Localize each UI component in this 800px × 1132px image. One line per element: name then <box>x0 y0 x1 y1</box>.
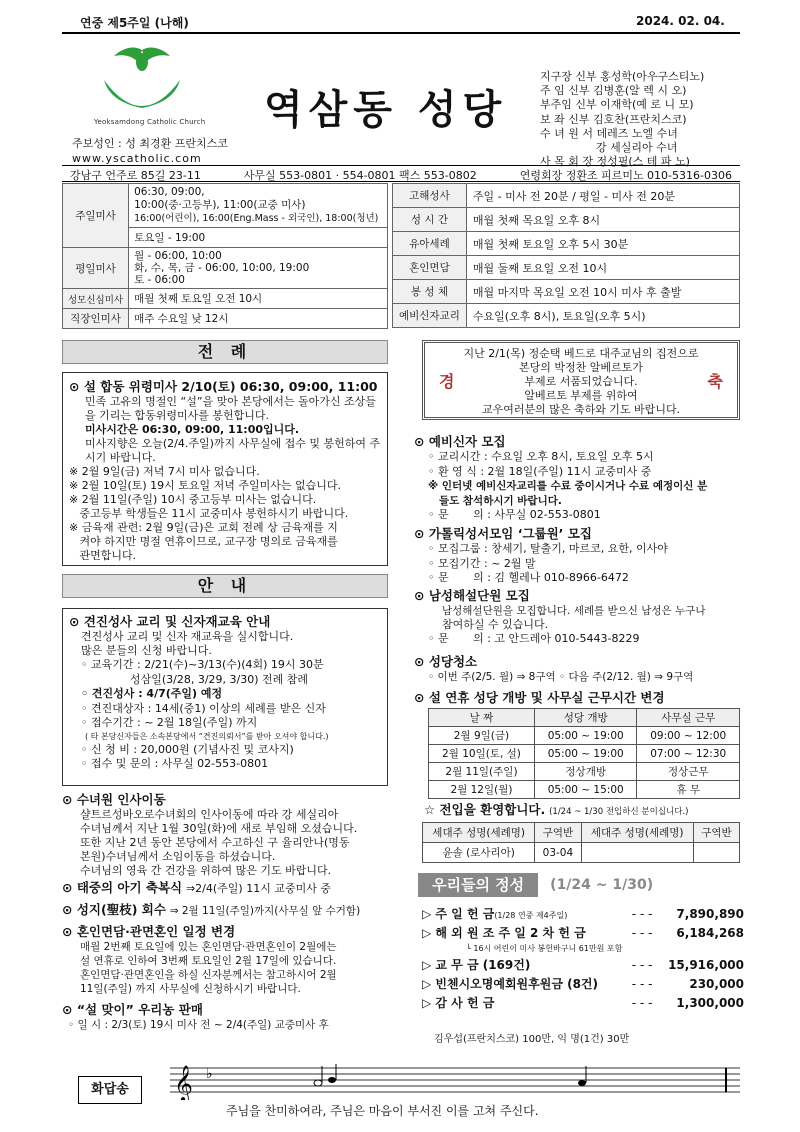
cleaning-heading <box>414 652 744 670</box>
notice-line: 본당의 박정찬 알베르토가 <box>519 361 643 374</box>
date-label: 2024. 02. 04. <box>636 14 725 28</box>
nuns-line: 또한 지난 2년 동안 본당에서 수고하신 구 율리안나(명동 <box>80 836 350 849</box>
catechumen-item: 들도 참석하시기 바랍니다. <box>428 494 562 507</box>
offering-amount: 1,300,000 <box>676 995 744 1010</box>
note: ※ 2월 10일(토) 19시 토요일 저녁 주일미사는 없습니다. <box>69 479 342 492</box>
offering-subnote: └ 16시 어린이 미사 봉헌바구니 61만원 포함 <box>466 944 623 953</box>
catechumen-item: ◦ 문 의 : 사무실 02-553-0801 <box>428 508 601 521</box>
table-row <box>429 781 740 799</box>
circle-dot-icon: ⊙ <box>62 1002 77 1017</box>
schedule-label: 직장인미사 <box>63 309 129 329</box>
circle-dot-icon: ⊙ <box>414 690 429 705</box>
catechumen-item: ◦ 환 영 식 : 2월 18일(주일) 11시 교중미사 중 <box>428 464 652 478</box>
catechumen-item: ※ 인터넷 예비신자교리를 수료 중이시거나 수료 예정이신 분 <box>428 480 708 492</box>
table-row <box>423 843 740 863</box>
table-cell: 05:00 ~ 19:00 <box>534 745 637 763</box>
memorial-time: 미사시간은 06:30, 09:00, 11:00입니다. <box>85 423 300 436</box>
note: 관면합니다. <box>69 549 137 562</box>
schedule-value: 토요일 - 19:00 <box>129 228 388 248</box>
offering-amount: 6,184,268 <box>676 925 744 940</box>
schedule-value <box>129 248 388 289</box>
marriage-section <box>62 922 388 996</box>
edu-item: ◦ 견진대상자 : 14세(중1) 이상의 세례를 받은 신자 <box>81 701 326 715</box>
edu-item: ◦ 견진성사 : 4/7(주일) 예정 <box>81 687 223 700</box>
edu-intro: 견진성사 교리 및 신자 재교육을 실시합니다. <box>81 630 294 643</box>
notice-line: 부제로 서품되었습니다. <box>524 375 638 388</box>
office-phone: 사무실 553-0801 · 554-0801 팩스 553-0802 <box>243 169 477 182</box>
offering-period: (1/24 ~ 1/30) <box>550 877 654 893</box>
schedule-line: 06:30, 09:00, <box>134 186 205 198</box>
sacrament-schedule-table <box>392 183 740 328</box>
sacrament-value: 주일 - 미사 전 20분 / 평일 - 미사 전 20분 <box>466 184 739 208</box>
offering-row <box>422 955 744 974</box>
schedule-label: 주일미사 <box>63 184 129 248</box>
schedule-label: 성모신심미사 <box>63 289 129 309</box>
section-liturgy: 전 례 <box>62 340 388 364</box>
clergy-item: 주 임 신부 김병훈(알 렉 시 오) <box>540 84 687 98</box>
palm-return <box>62 900 388 918</box>
nuns-line: 본원)수녀님께서 소임이동을 하셨습니다. <box>80 850 276 863</box>
table-header: 세대주 성명(세례명) <box>423 823 535 843</box>
offering-label: ▷ 빈첸시오명예회원후원금 (8건) <box>422 977 599 991</box>
responsorial-psalm-label: 화답송 <box>78 1076 142 1104</box>
marriage-line: 혼인면담·관면혼인을 하실 신자분께서는 참고하시어 2월 <box>80 969 337 981</box>
note: ※ 2월 9일(금) 저녁 7시 미사 없습니다. <box>69 465 260 478</box>
table-cell: 정상근무 <box>637 763 740 781</box>
table-row <box>429 727 740 745</box>
nuns-line: 샬트르성바오로수녀회의 인사이동에 따라 강 세실리아 <box>80 808 339 821</box>
welcome-note: (1/24 ~ 1/30 전입하신 분이십니다.) <box>549 807 689 817</box>
offering-amount: 230,000 <box>689 976 744 991</box>
offering-row <box>422 974 744 993</box>
lector-section <box>414 586 744 647</box>
congrats-char-left: 경 <box>439 372 455 391</box>
table-cell: 2월 9일(금) <box>429 727 535 745</box>
rice-sale <box>62 1000 388 1032</box>
edu-intro: 많은 분들의 신청 바랍니다. <box>81 644 212 657</box>
heading-text: 수녀원 인사이동 <box>76 792 166 807</box>
table-cell: 09:00 ~ 12:00 <box>637 727 740 745</box>
offering-header <box>418 872 740 898</box>
svg-text:𝄞: 𝄞 <box>174 1064 193 1100</box>
bible-group-section <box>414 524 744 586</box>
note: ※ 금육재 관련: 2월 9일(금)은 교회 전례 상 금육재를 지 <box>69 521 338 534</box>
offering-label: ▷ 감 사 헌 금 <box>422 996 495 1010</box>
table-header: 구역반 <box>535 823 581 843</box>
offering-label <box>422 904 630 923</box>
table-cell: 05:00 ~ 15:00 <box>534 781 637 799</box>
table-header: 성당 개방 <box>534 709 637 727</box>
marriage-heading <box>62 922 388 940</box>
table-cell: 2월 10일(토, 설) <box>429 745 535 763</box>
schedule-line: 화, 수, 목, 금 - 06:00, 10:00, 19:00 <box>134 262 310 274</box>
table-cell: 2월 12일(월) <box>429 781 535 799</box>
clergy-list <box>540 70 755 169</box>
clergy-item: 보 좌 신부 김호찬(프란치스코) <box>540 112 687 126</box>
cleaning-section <box>414 652 744 685</box>
note: ※ 2월 11일(주일) 10시 중고등부 미사는 없습니다. <box>69 493 317 506</box>
edu-item: ◦ 교육기간 : 2/21(수)~3/13(수)(4회) 19시 30분 <box>81 658 324 671</box>
offering-label: ▷ 해 외 원 조 주 일 2 차 헌 금 <box>422 926 586 940</box>
nuns-heading <box>62 790 388 808</box>
page-title: 역삼동 성당 <box>264 87 508 133</box>
circle-dot-icon: ⊙ <box>414 434 429 449</box>
patron-text: 주보성인 : 성 최경환 프란치스코 <box>72 137 228 150</box>
rice-text: ◦ 일 시 : 2/3(토) 19시 미사 전 ~ 2/4(주일) 교중미사 후 <box>68 1019 329 1031</box>
welcome-table <box>422 822 740 863</box>
welcome-title: ☆ 전입을 환영합니다. <box>424 802 546 817</box>
schedule-label: 평일미사 <box>63 248 129 289</box>
music-staff <box>170 1060 740 1100</box>
holiday-hours-heading <box>414 688 744 706</box>
circle-dot-icon: ⊙ <box>69 614 84 629</box>
lector-line: 남성해설단원을 모집합니다. 세례를 받으신 남성은 누구나 <box>442 605 706 617</box>
holiday-hours-table <box>428 708 740 799</box>
baby-text: ⇒2/4(주일) 11시 교중미사 중 <box>185 882 331 895</box>
edu-item: 성삼일(3/28, 3/29, 3/30) 전례 참례 <box>81 672 309 686</box>
top-divider <box>62 32 740 34</box>
schedule-line: 10:00(중·고등부), 11:00(교중 미사) <box>134 199 306 211</box>
circle-dot-icon: ⊙ <box>62 902 77 917</box>
nuns-line: 수녀님의 영육 간 건강을 위하여 많은 기도 바랍니다. <box>80 864 332 877</box>
catechumen-item: ◦ 교리시간 : 수요일 오후 8시, 토요일 오후 5시 <box>428 450 654 463</box>
edu-note: ( 타 본당신자들은 소속본당에서 “견진의뢰서”를 받아 오셔야 합니다.) <box>85 731 329 741</box>
schedule-value: 매주 수요일 낮 12시 <box>129 309 388 329</box>
offering-dash: - - - <box>631 957 653 972</box>
group-item: ◦ 모집그룹 : 창세기, 탈출기, 마르코, 요한, 이사야 <box>428 542 668 555</box>
notice-line: 지난 2/1(목) 정순택 베드로 대주교님의 집전으로 <box>463 347 699 360</box>
sacrament-label: 유아세례 <box>393 232 467 256</box>
table-cell: 03-04 <box>535 843 581 863</box>
sacrament-label: 성 시 간 <box>393 208 467 232</box>
note: 중고등부 학생들은 11시 교중미사 봉헌하시기 바랍니다. <box>69 507 349 520</box>
edu-item: ◦ 신 청 비 : 20,000원 (기념사진 및 코사지) <box>81 742 294 756</box>
offering-dash: - - - <box>631 995 653 1010</box>
schedule-value <box>129 184 388 228</box>
holiday-hours-section <box>414 688 744 706</box>
rice-heading <box>62 1000 388 1018</box>
lector-line: ◦ 문 의 : 고 안드레아 010-5443-8229 <box>428 632 640 645</box>
sacrament-label: 혼인면담 <box>393 256 467 280</box>
schedule-line: 16:00(어린이), 16:00(Eng.Mass - 외국인), 18:00(청년) <box>134 213 379 224</box>
palm-text: ⇒ 2월 11일(주일)까지(사무실 앞 수거함) <box>169 905 361 917</box>
mass-schedule-table <box>62 183 388 329</box>
circle-dot-icon: ⊙ <box>414 654 429 669</box>
bible-group-heading <box>414 524 744 542</box>
memorial-mass-box <box>62 372 388 566</box>
section-guide: 안 내 <box>62 574 388 598</box>
clergy-item: 강 세실리아 수녀 <box>540 141 678 155</box>
baby-blessing <box>62 878 388 896</box>
heading-text: 견진성사 교리 및 신자재교육 안내 <box>83 614 271 629</box>
lector-heading <box>414 586 744 604</box>
group-item: ◦ 모집기간 : ~ 2월 말 <box>428 556 536 570</box>
table-cell: 휴 무 <box>637 781 740 799</box>
offering-row <box>422 993 744 1012</box>
edu-item: ◦ 접수 및 문의 : 사무실 02-553-0801 <box>81 757 269 770</box>
sacrament-value: 매월 마지막 목요일 오전 10시 미사 후 출발 <box>466 280 739 304</box>
offering-note: (1/28 연중 제4주일) <box>494 911 568 920</box>
address-bar <box>62 165 740 182</box>
logo-caption: Yeoksamdong Catholic Church <box>94 118 206 126</box>
sacrament-value: 매월 첫째 목요일 오후 8시 <box>466 208 739 232</box>
psalm-text: 주님을 찬미하여라, 주님은 마음이 부서진 이를 고쳐 주신다. <box>226 1104 539 1118</box>
schedule-value: 매월 첫째 토요일 오전 10시 <box>129 289 388 309</box>
heading-text: 가톨릭성서모임 ‘그룹원’ 모집 <box>428 526 592 541</box>
offering-label-text: ▷ 주 일 헌 금 <box>422 907 495 921</box>
schedule-line: 토 - 06:00 <box>134 274 185 286</box>
note: 켜야 하지만 명절 연휴이므로, 교구장 명의로 금육재를 <box>69 535 338 548</box>
funeral-contact: 연령회장 정환조 피르미노 010-5316-0306 <box>519 169 732 182</box>
table-header: 날 짜 <box>429 709 535 727</box>
memorial-mass-heading <box>69 377 381 395</box>
offering-label: ▷ 교 무 금 (169건) <box>422 958 531 972</box>
lector-line: 참여하실 수 있습니다. <box>442 618 549 631</box>
group-item: ◦ 문 의 : 김 헬레나 010-8966-6472 <box>428 571 629 584</box>
catechumen-section <box>414 432 744 523</box>
circle-dot-icon: ⊙ <box>414 526 429 541</box>
ordination-notice <box>422 340 740 420</box>
offering-title: 우리들의 정성 <box>418 873 538 897</box>
notice-line: 교우여러분의 많은 축하와 기도 바랍니다. <box>481 403 681 416</box>
sacrament-label: 고해성사 <box>393 184 467 208</box>
offering-row <box>422 923 744 942</box>
cleaning-text: ◦ 이번 주(2/5. 월) ⇒ 8구역 ◦ 다음 주(2/12. 월) ⇒ 9구역 <box>428 671 694 683</box>
schedule-line: 월 - 06:00, 10:00 <box>134 250 222 262</box>
table-cell: 정상개방 <box>534 763 637 781</box>
memorial-text: 민족 고유의 명절인 “설”을 맞아 본당에서는 돌아가신 조상들을 기리는 합동위령미사를 봉헌합니다. <box>85 395 376 422</box>
heading-text: 성당청소 <box>428 654 478 669</box>
patron-saint <box>72 136 228 166</box>
heading-text: 예비신자 모집 <box>428 434 506 449</box>
catechumen-heading <box>414 432 744 450</box>
address: 강남구 언주로 85길 23-11 <box>70 169 201 182</box>
website-link[interactable]: www.yscatholic.com <box>72 152 202 165</box>
notice-line: 알베르토 부제를 위하여 <box>524 389 638 402</box>
week-label: 연중 제5주일 (나해) <box>80 16 189 30</box>
offering-dash: - - - <box>631 906 653 921</box>
clergy-item: 지구장 신부 홍성학(아우구스티노) <box>540 70 705 83</box>
heading-text: 남성해설단원 모집 <box>428 588 530 603</box>
circle-dot-icon: ⊙ <box>62 880 77 895</box>
table-header: 구역반 <box>693 823 739 843</box>
clergy-item: 수 녀 원 서 데레즈 노엘 수녀 <box>540 126 678 140</box>
congrats-char-right: 축 <box>707 372 723 391</box>
heading-text: 설 연휴 성당 개방 및 사무실 근무시간 변경 <box>428 690 665 705</box>
sacrament-value: 수요일(오후 8시), 토요일(오후 5시) <box>466 304 739 328</box>
table-cell: 07:00 ~ 12:30 <box>637 745 740 763</box>
baby-heading: 태중의 아기 축복식 <box>76 880 183 895</box>
table-header: 세대주 성명(세례명) <box>581 823 693 843</box>
heading-text: 혼인면담·관면혼인 일정 변경 <box>76 924 236 939</box>
edu-item: ◦ 접수기간 : ~ 2월 18일(주일) 까지 <box>81 716 258 729</box>
table-cell <box>693 843 739 863</box>
offering-table <box>422 904 744 1012</box>
nuns-section <box>62 790 388 878</box>
circle-dot-icon: ⊙ <box>69 379 84 394</box>
confirmation-heading <box>69 612 381 630</box>
palm-heading: 성지(聖枝) 회수 <box>76 902 166 917</box>
thanks-donors: 김우섭(프란치스코) 100만, 익 명(1건) 30만 <box>434 1034 630 1045</box>
sacrament-value: 매월 둘째 토요일 오전 10시 <box>466 256 739 280</box>
circle-dot-icon: ⊙ <box>62 924 77 939</box>
table-row <box>429 763 740 781</box>
offering-row <box>422 904 744 923</box>
table-header: 사무실 근무 <box>637 709 740 727</box>
welcome-heading <box>424 800 744 818</box>
marriage-line: 매월 2번째 토요일에 있는 혼인면담·관면혼인이 2월에는 <box>80 941 337 953</box>
heading-text: 설 합동 위령미사 2/10(토) 06:30, 09:00, 11:00 <box>83 379 378 394</box>
nuns-line: 수녀님께서 지난 1월 30일(화)에 새로 부임해 오셨습니다. <box>80 822 358 835</box>
table-cell: 2월 11일(주일) <box>429 763 535 781</box>
table-cell: 윤솔 (로사리아) <box>423 843 535 863</box>
heading-text: “설 맞이” 우리농 판매 <box>76 1002 203 1017</box>
confirmation-box <box>62 608 388 786</box>
clergy-item: 사 목 회 장 정성필(스 테 파 노) <box>540 155 690 169</box>
offering-amount: 7,890,890 <box>676 906 744 921</box>
sacrament-label: 봉 성 체 <box>393 280 467 304</box>
memorial-intention: 미사지향은 오늘(2/4.주일)까지 사무실에 접수 및 봉헌하여 주시기 바랍니다. <box>85 437 381 464</box>
circle-dot-icon: ⊙ <box>62 792 77 807</box>
clergy-item: 부주임 신부 이재학(예 로 니 모) <box>540 98 694 112</box>
table-row <box>429 745 740 763</box>
svg-text:♭: ♭ <box>206 1066 213 1082</box>
sacrament-label: 예비신자교리 <box>393 304 467 328</box>
offering-dash: - - - <box>631 925 653 940</box>
marriage-line: 설 연휴로 인하여 3번째 토요일인 2월 17일에 있습니다. <box>80 955 337 967</box>
offering-dash: - - - <box>631 976 653 991</box>
sacrament-value: 매월 첫째 토요일 오후 5시 30분 <box>466 232 739 256</box>
marriage-line: 11일(주일) 까지 사무실에 신청하시기 바랍니다. <box>80 983 301 995</box>
table-cell: 05:00 ~ 19:00 <box>534 727 637 745</box>
circle-dot-icon: ⊙ <box>414 588 429 603</box>
table-cell <box>581 843 693 863</box>
offering-amount: 15,916,000 <box>668 957 744 972</box>
